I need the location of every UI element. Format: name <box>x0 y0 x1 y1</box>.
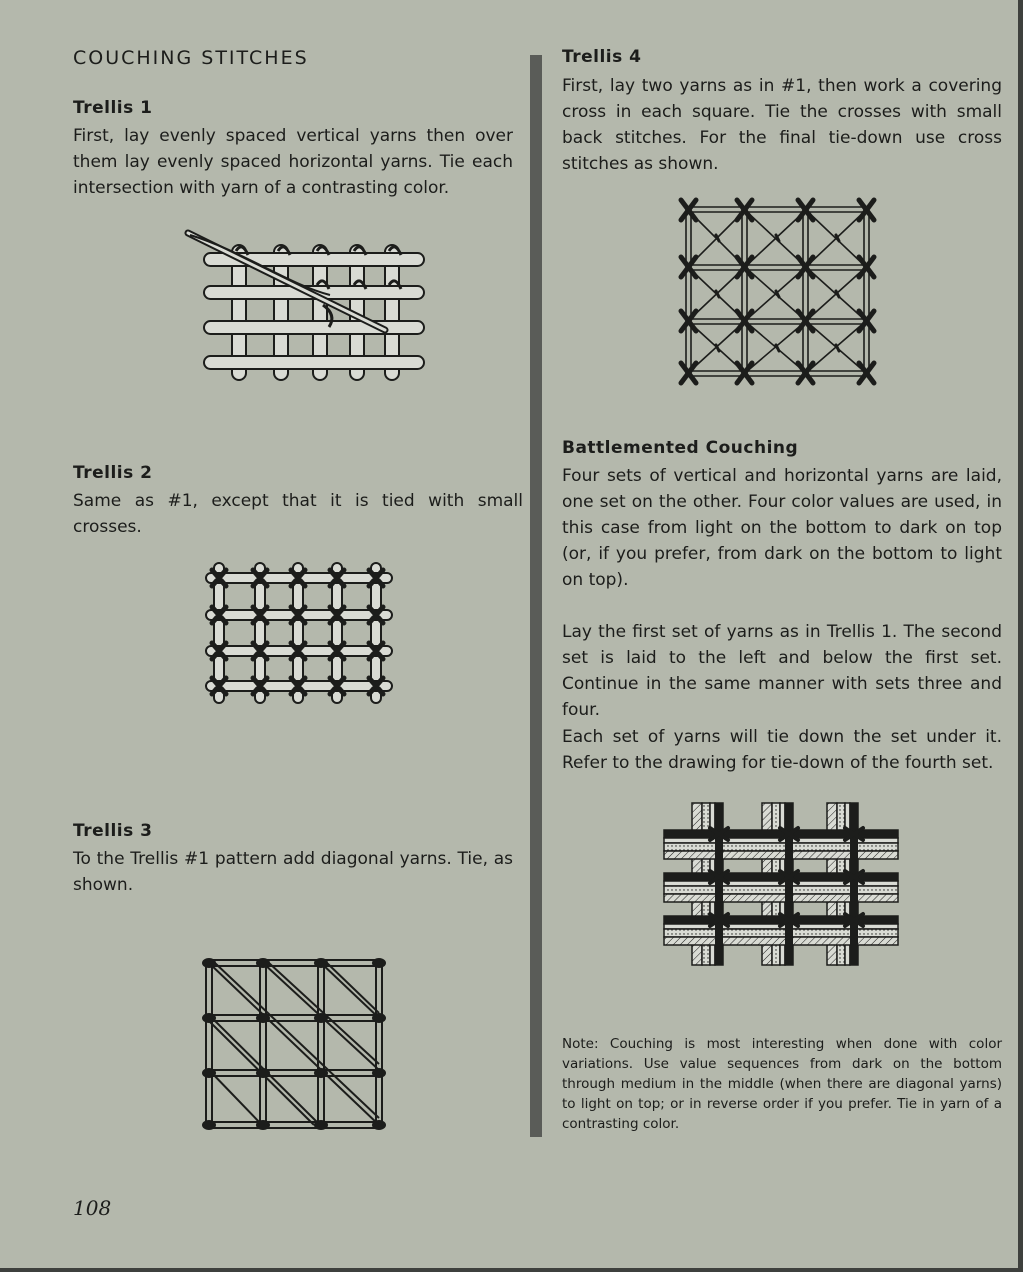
trellis3-heading: Trellis 3 <box>73 821 153 841</box>
battlemented-figure <box>662 800 900 970</box>
trellis1-figure <box>180 225 440 390</box>
column-divider <box>530 55 542 1137</box>
trellis3-figure <box>198 950 398 1135</box>
battlemented-para1: Four sets of vertical and horizontal yarns are laid, one set on the other. Four color values are used, in this case from light on the bottom to dark on top (or, if you prefer, from dark on the bottom to light on top). <box>562 466 1002 590</box>
trellis1-text: First, lay evenly spaced vertical yarns then over them lay evenly spaced horizontal yarns. Tie each intersection with yarn of a contrasting color. <box>73 126 513 198</box>
trellis1-heading: Trellis 1 <box>73 98 153 118</box>
trellis4-figure <box>676 195 884 387</box>
battlemented-para2: Lay the first set of yarns as in Trellis 1. The second set is laid to the left and below the first set. Continue in the same manner with sets three and four. <box>562 622 1002 720</box>
trellis4-text: First, lay two yarns as in #1, then work a covering cross in each square. Tie the crosses with small back stitches. For the final tie-down use cross stitches as shown. <box>562 76 1002 174</box>
trellis2-heading: Trellis 2 <box>73 463 153 483</box>
page-bottom-edge <box>0 1268 1023 1272</box>
trellis4-heading: Trellis 4 <box>562 47 642 67</box>
trellis3-text: To the Trellis #1 pattern add diagonal yarns. Tie, as shown. <box>73 849 513 895</box>
page-title: COUCHING STITCHES <box>73 47 309 69</box>
battlemented-para3: Each set of yarns will tie down the set under it. Refer to the drawing for tie-down of the fourth set. <box>562 727 1002 773</box>
page-number: 108 <box>73 1196 112 1220</box>
note-text: Note: Couching is most interesting when done with color variations. Use value sequences from dark on the bottom through medium in the middle (when there are diagonal yarns) to light on top; or in reverse order if you prefer. Tie in yarn of a contrasting color. <box>562 1036 1002 1132</box>
trellis2-figure <box>200 558 400 708</box>
battlemented-heading: Battlemented Couching <box>562 438 799 458</box>
trellis2-text: Same as #1, except that it is tied with small crosses. <box>73 491 523 537</box>
page-edge-shadow <box>1018 0 1023 1272</box>
